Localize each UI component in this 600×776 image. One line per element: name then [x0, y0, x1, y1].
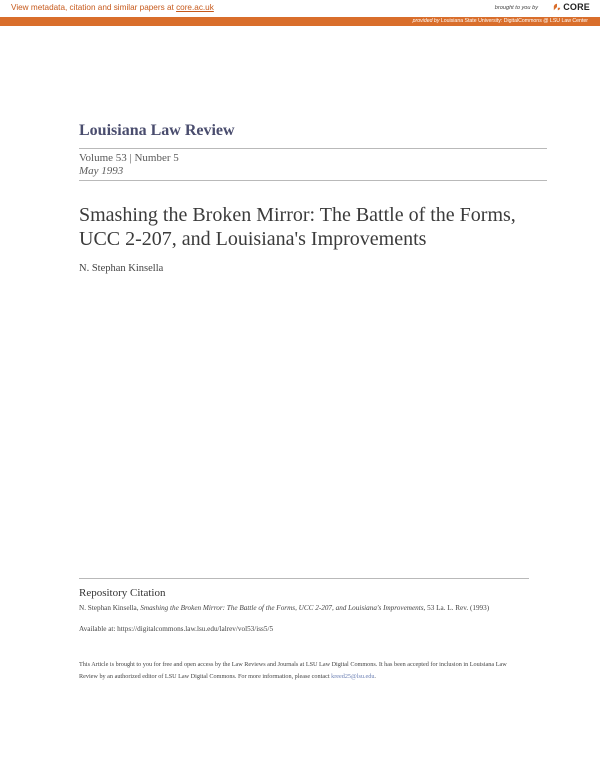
volume-issue[interactable]: Volume 53 | Number 5 — [79, 152, 179, 164]
access-statement-text: This Article is brought to you for free and open access by the Law Reviews and Journals at LSU Law Digital Commons. It has been accepted for inclusion in Louisiana Law Review by an authorized editor of LSU Law Digital Commons. For more information, please contact — [79, 661, 507, 680]
provider-name[interactable]: Louisiana State University: DigitalCommons @ LSU Law Center — [440, 18, 588, 24]
available-at-link[interactable]: Available at: https://digitalcommons.law.lsu.edu/lalrev/vol53/iss5/5 — [79, 625, 274, 633]
core-logo-text: CORE — [563, 2, 590, 12]
core-logo[interactable] — [553, 2, 590, 12]
issue-date: May 1993 — [79, 165, 124, 177]
citation-source: , 53 La. L. Rev. (1993) — [423, 604, 490, 612]
provided-by-text — [413, 18, 588, 24]
citation-title: Smashing the Broken Mirror: The Battle of the Forms, UCC 2-207, and Louisiana's Improvements — [140, 604, 424, 612]
repository-citation-heading: Repository Citation — [79, 587, 166, 599]
brought-by-text: brought to you by — [494, 5, 538, 11]
core-banner — [0, 0, 600, 17]
citation-author: N. Stephan Kinsella, — [79, 604, 141, 612]
top-divider — [79, 148, 547, 149]
journal-title[interactable]: Louisiana Law Review — [79, 122, 235, 139]
core-link-domain[interactable]: core.ac.uk — [176, 3, 214, 12]
core-link-prefix: View metadata, citation and similar papers at — [11, 3, 177, 12]
core-logo-icon — [553, 3, 561, 11]
repo-divider — [79, 578, 529, 579]
core-metadata-link[interactable] — [11, 3, 214, 12]
access-statement — [79, 659, 524, 682]
provided-by-label: provided by — [412, 18, 440, 24]
article-title: Smashing the Broken Mirror: The Battle of the Forms, UCC 2-207, and Louisiana's Improvements — [79, 204, 516, 250]
contact-email-link[interactable]: kreed25@lsu.edu — [331, 672, 375, 680]
article-author[interactable]: N. Stephan Kinsella — [79, 263, 164, 274]
second-divider — [79, 180, 547, 181]
citation-text — [79, 603, 519, 614]
access-statement-end: . — [374, 672, 376, 680]
